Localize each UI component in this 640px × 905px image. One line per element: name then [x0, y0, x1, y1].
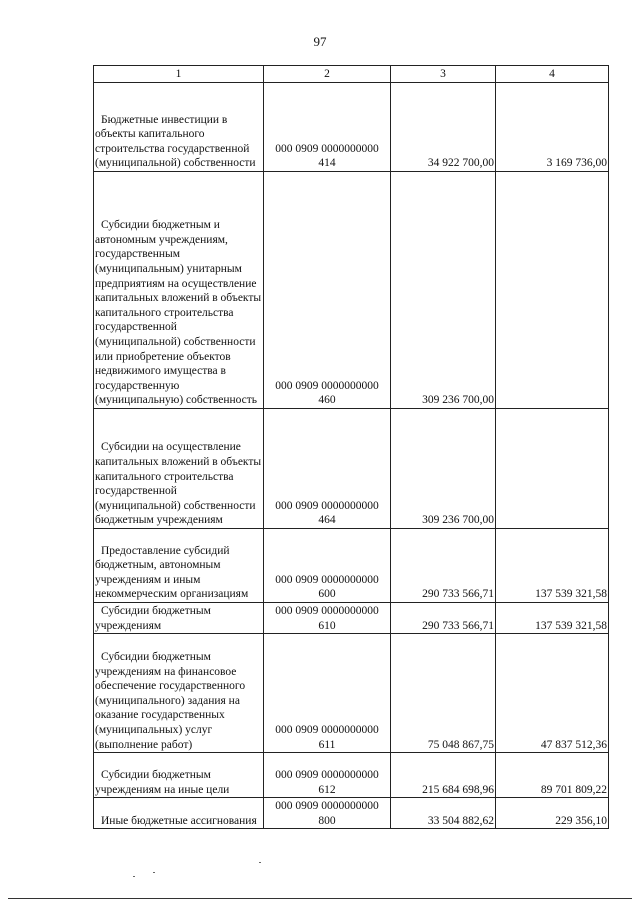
table-row	[94, 753, 609, 798]
table-row	[94, 172, 609, 409]
table-header-row	[94, 66, 609, 83]
row-value-col3: 215 684 698,96	[391, 753, 496, 798]
scan-speck	[133, 876, 135, 877]
code-prefix: 000 0909 0000000000	[275, 499, 379, 512]
code-prefix: 000 0909 0000000000	[275, 800, 379, 813]
code-suffix: 800	[318, 814, 336, 827]
page-bottom-rule	[8, 898, 632, 899]
row-name: Субсидии бюджетным учреждениям	[94, 603, 264, 634]
table-row	[94, 603, 609, 634]
column-header-2: 2	[264, 66, 391, 83]
row-code	[264, 753, 391, 798]
page-number: 97	[313, 34, 327, 49]
row-code	[264, 603, 391, 634]
row-value-col4	[496, 409, 609, 529]
row-value-col4: 3 169 736,00	[496, 83, 609, 172]
table-row	[94, 634, 609, 753]
row-value-col4: 137 539 321,58	[496, 529, 609, 603]
code-suffix: 610	[318, 619, 336, 632]
row-value-col3: 290 733 566,71	[391, 603, 496, 634]
row-value-col4: 137 539 321,58	[496, 603, 609, 634]
row-value-col3: 34 922 700,00	[391, 83, 496, 172]
row-code	[264, 83, 391, 172]
scan-speck	[153, 872, 155, 873]
scan-speck	[259, 862, 261, 863]
row-value-col4: 47 837 512,36	[496, 634, 609, 753]
row-name: Субсидии на осуществление капитальных вложений в объекты капитального строительства государственной (муниципальной) собственности бюджетным учреждениям	[94, 409, 264, 529]
code-suffix: 460	[318, 394, 336, 407]
row-value-col4	[496, 172, 609, 409]
row-value-col4: 89 701 809,22	[496, 753, 609, 798]
code-prefix: 000 0909 0000000000	[275, 724, 379, 736]
row-value-col3: 33 504 882,62	[391, 798, 496, 829]
table-row	[94, 409, 609, 529]
budget-table	[93, 65, 609, 829]
table-row	[94, 83, 609, 172]
code-prefix: 000 0909 0000000000	[275, 573, 379, 586]
row-value-col3: 75 048 867,75	[391, 634, 496, 753]
column-header-3: 3	[391, 66, 496, 83]
code-suffix: 612	[318, 783, 336, 796]
code-suffix: 611	[318, 738, 336, 751]
column-header-1: 1	[94, 66, 264, 83]
row-code	[264, 529, 391, 603]
code-prefix: 000 0909 0000000000	[275, 142, 379, 155]
row-code	[264, 409, 391, 529]
code-suffix: 414	[318, 157, 336, 170]
table-row	[94, 529, 609, 603]
row-name: Бюджетные инвестиции в объекты капитального строительства государственной (муниципальной) собственности	[94, 83, 264, 172]
row-value-col3: 290 733 566,71	[391, 529, 496, 603]
row-name: Субсидии бюджетным учреждениям на иные цели	[94, 753, 264, 798]
code-prefix: 000 0909 0000000000	[275, 605, 379, 617]
column-header-4: 4	[496, 66, 609, 83]
row-name: Иные бюджетные ассигнования	[94, 798, 264, 829]
row-name: Субсидии бюджетным и автономным учреждениям, государственным (муниципальным) унитарным предприятиям на осуществление капитальных вложений в объекты капитального строительства государственной (муниципальной) собственности или приобретение объектов недвижимого имущества в государственную (муниципальную) собственность	[94, 172, 264, 409]
row-name: Субсидии бюджетным учреждениям на финансовое обеспечение государственного (муниципального) задания на оказание государственных (муниципальных) услуг (выполнение работ)	[94, 634, 264, 753]
row-code	[264, 798, 391, 829]
row-code	[264, 172, 391, 409]
code-prefix: 000 0909 0000000000	[275, 769, 379, 781]
table-row	[94, 798, 609, 829]
row-value-col4: 229 356,10	[496, 798, 609, 829]
row-value-col3: 309 236 700,00	[391, 409, 496, 529]
row-name: Предоставление субсидий бюджетным, автономным учреждениям и иным некоммерческим организациям	[94, 529, 264, 603]
code-suffix: 600	[318, 588, 336, 601]
row-value-col3: 309 236 700,00	[391, 172, 496, 409]
row-code	[264, 634, 391, 753]
code-suffix: 464	[318, 514, 336, 527]
code-prefix: 000 0909 0000000000	[275, 379, 379, 392]
